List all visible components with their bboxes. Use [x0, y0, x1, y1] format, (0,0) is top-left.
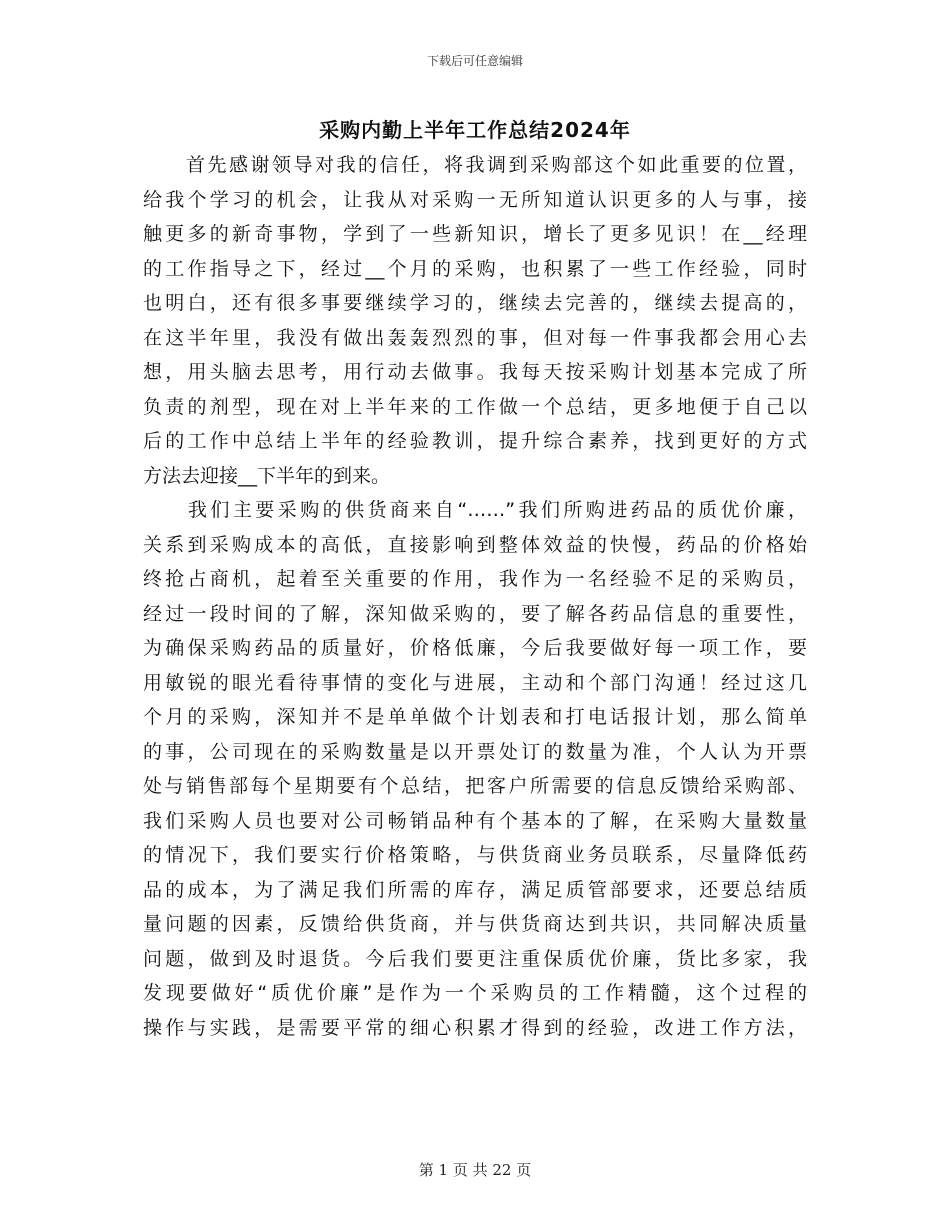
body-line: 想，用头脑去思考，用行动去做事。我每天按采购计划基本完成了所 — [143, 361, 807, 383]
body-line: 为确保采购药品的质量好，价格低廉，今后我要做好每一项工作，要 — [143, 637, 807, 659]
page-footer: 第 1 页 共 22 页 — [418, 1161, 532, 1179]
document-body — [143, 148, 807, 1045]
document-title: 采购内勤上半年工作总结2024年 — [319, 118, 631, 142]
body-line: 给我个学习的机会，让我从对采购一无所知道认识更多的人与事，接 — [143, 188, 807, 211]
body-line: 负责的剂型，现在对上半年来的工作做一个总结，更多地便于自己以 — [143, 395, 807, 418]
body-line: 终抢占商机，起着至关重要的作用，我作为一名经验不足的采购员， — [143, 568, 807, 590]
body-line: 关系到采购成本的高低，直接影响到整体效益的快慢，药品的价格始 — [143, 533, 807, 556]
body-line: 我们采购人员也要对公司畅销品种有个基本的了解，在采购大量数量 — [143, 809, 807, 832]
body-line: 个月的采购，深知并不是单单做个计划表和打电话报计划，那么简单 — [143, 706, 807, 728]
body-line: 发现要做好“质优价廉”是作为一个采购员的工作精髓，这个过程的 — [143, 982, 807, 1004]
body-line: 触更多的新奇事物，学到了一些新知识，增长了更多见识！在__经理 — [143, 223, 807, 245]
body-line: 问题，做到及时退货。今后我们要更注重保质优价廉，货比多家，我 — [143, 947, 807, 970]
body-line: 品的成本，为了满足我们所需的库存，满足质管部要求，还要总结质 — [143, 878, 807, 901]
body-line: 后的工作中总结上半年的经验教训，提升综合素养，找到更好的方式 — [143, 430, 807, 452]
body-line: 方法去迎接__下半年的到来。 — [143, 464, 391, 487]
body-line: 也明白，还有很多事要继续学习的，继续去完善的，继续去提高的， — [143, 292, 807, 314]
body-line: 的事，公司现在的采购数量是以开票处订的数量为准，个人认为开票 — [143, 740, 807, 763]
body-line: 处与销售部每个星期要有个总结，把客户所需要的信息反馈给采购部、 — [143, 775, 807, 797]
body-line: 用敏锐的眼光看待事情的变化与进展，主动和个部门沟通！经过这几 — [143, 671, 807, 694]
body-line: 量问题的因素，反馈给供货商，并与供货商达到共识，共同解决质量 — [143, 913, 807, 935]
body-line: 在这半年里，我没有做出轰轰烈烈的事，但对每一件事我都会用心去 — [143, 326, 807, 349]
body-line: 的工作指导之下，经过__个月的采购，也积累了一些工作经验，同时 — [143, 257, 807, 280]
body-line: 经过一段时间的了解，深知做采购的，要了解各药品信息的重要性， — [143, 602, 807, 625]
body-line: 操作与实践，是需要平常的细心积累才得到的经验，改进工作方法， — [143, 1016, 807, 1039]
page-header: 下载后可任意编辑 — [426, 54, 523, 68]
body-line: 首先感谢领导对我的信任，将我调到采购部这个如此重要的位置， — [143, 154, 807, 176]
body-line: 我们主要采购的供货商来自“……”我们所购进药品的质优价廉， — [143, 499, 807, 521]
body-line: 的情况下，我们要实行价格策略，与供货商业务员联系，尽量降低药 — [143, 844, 807, 866]
